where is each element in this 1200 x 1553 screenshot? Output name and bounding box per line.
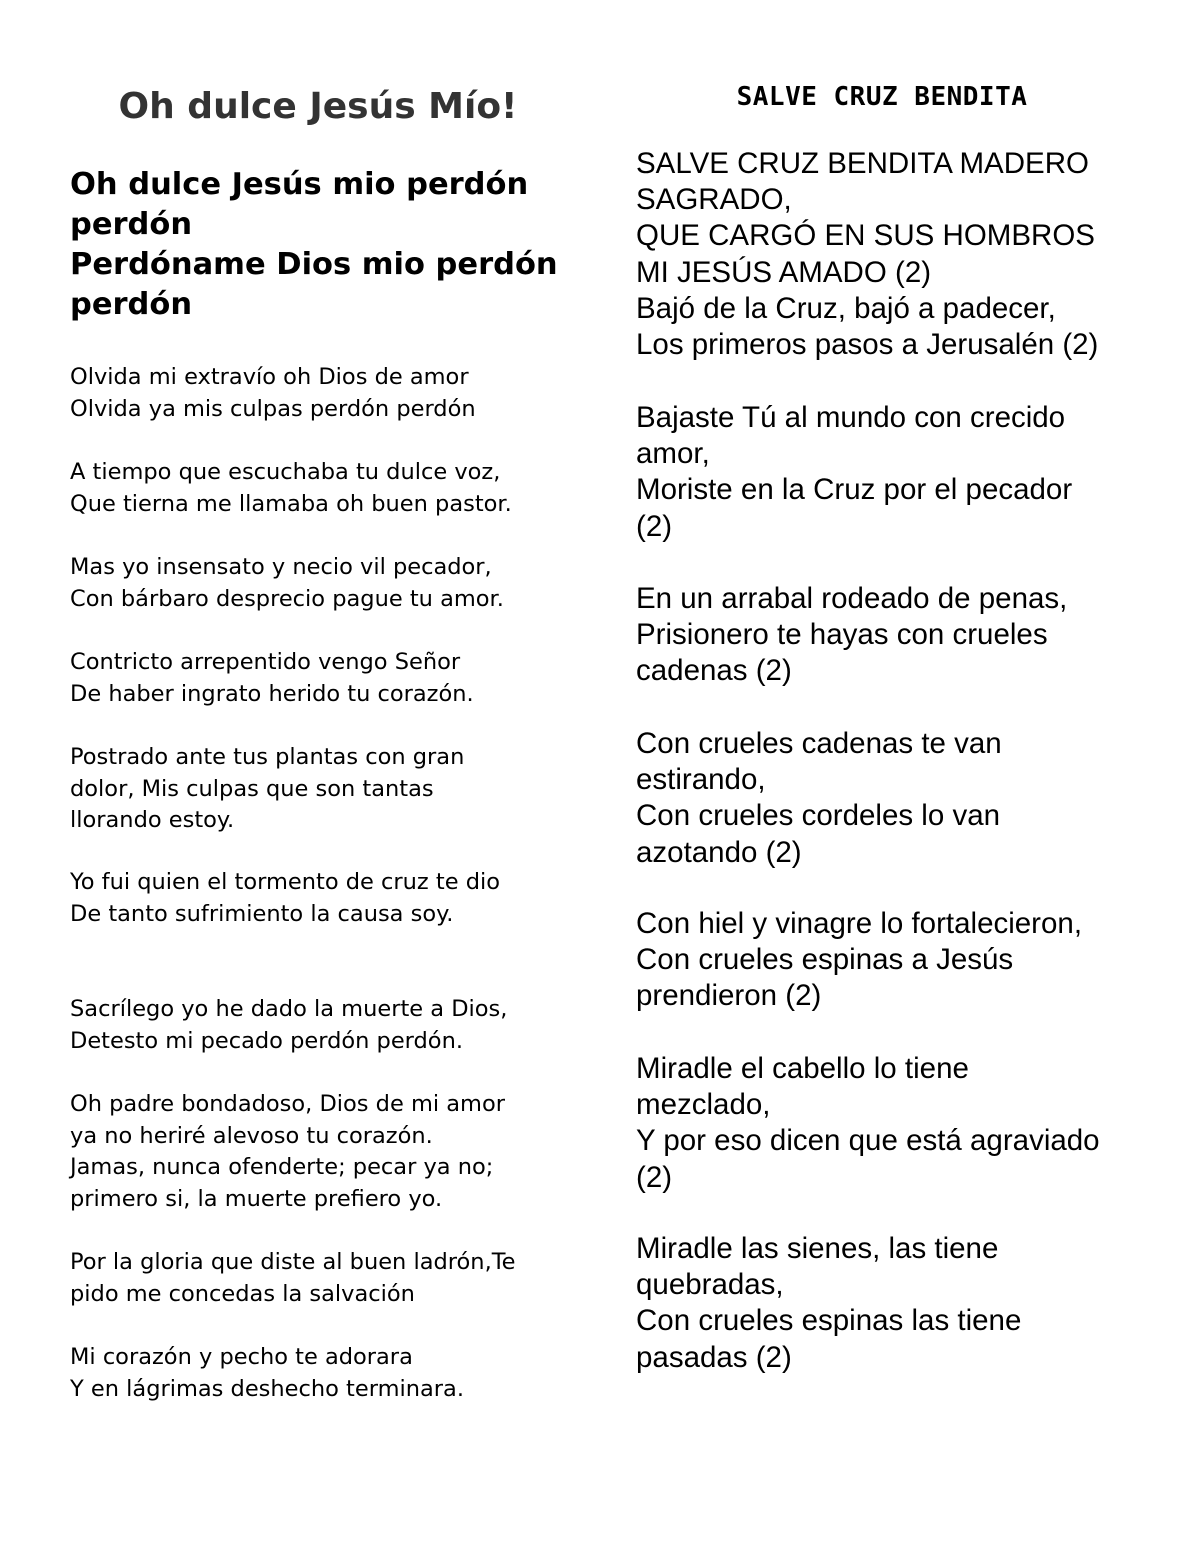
left-stanza-7: Sacrílego yo he dado la muerte a Dios, Detesto mi pecado perdón perdón. bbox=[70, 996, 508, 1054]
right-stanza-5: Con hiel y vinagre lo fortalecieron, Con crueles espinas a Jesús prendieron (2) bbox=[636, 907, 1083, 1013]
left-stanza-5: Postrado ante tus plantas con gran dolor, Mis culpas que son tantas llorando estoy. bbox=[70, 744, 465, 833]
right-stanza-3: En un arrabal rodeado de penas, Prisionero te hayas con crueles cadenas (2) bbox=[636, 582, 1068, 688]
left-stanza-10: Mi corazón y pecho te adorara Y en lágrimas deshecho terminara. bbox=[70, 1344, 464, 1402]
left-stanza-8: Oh padre bondadoso, Dios de mi amor ya no heriré alevoso tu corazón. Jamas, nunca ofenderte; pecar ya no; primero si, la muerte prefiero yo. bbox=[70, 1091, 505, 1212]
right-song-title: SALVE CRUZ BENDITA bbox=[736, 82, 1028, 112]
left-stanza-1: Olvida mi extravío oh Dios de amor Olvida ya mis culpas perdón perdón bbox=[70, 364, 476, 422]
left-stanza-2: A tiempo que escuchaba tu dulce voz, Que tierna me llamaba oh buen pastor. bbox=[70, 459, 512, 517]
left-stanza-4: Contricto arrepentido vengo Señor De haber ingrato herido tu corazón. bbox=[70, 649, 474, 707]
left-stanza-6: Yo fui quien el tormento de cruz te dio De tanto sufrimiento la causa soy. bbox=[70, 869, 500, 927]
right-stanza-1: SALVE CRUZ BENDITA MADERO SAGRADO, QUE CARGÓ EN SUS HOMBROS MI JESÚS AMADO (2) Bajó de la Cruz, bajó a padecer, Los primeros pasos a Jerusalén (2) bbox=[636, 147, 1099, 362]
left-stanza-9: Por la gloria que diste al buen ladrón,Te pido me concedas la salvación bbox=[70, 1249, 516, 1307]
right-stanza-2: Bajaste Tú al mundo con crecido amor, Moriste en la Cruz por el pecador (2) bbox=[636, 401, 1073, 543]
right-stanza-4: Con crueles cadenas te van estirando, Con crueles cordeles lo van azotando (2) bbox=[636, 727, 1002, 869]
left-song-chorus: Oh dulce Jesús mio perdón perdón Perdóname Dios mio perdón perdón bbox=[70, 167, 558, 322]
left-stanza-3: Mas yo insensato y necio vil pecador, Con bárbaro desprecio pague tu amor. bbox=[70, 554, 504, 612]
left-song-title: Oh dulce Jesús Mío! bbox=[118, 86, 518, 127]
right-stanza-6: Miradle el cabello lo tiene mezclado, Y por eso dicen que está agraviado (2) bbox=[636, 1052, 1100, 1194]
right-stanza-7: Miradle las sienes, las tiene quebradas, Con crueles espinas las tiene pasadas (2) bbox=[636, 1232, 1022, 1374]
